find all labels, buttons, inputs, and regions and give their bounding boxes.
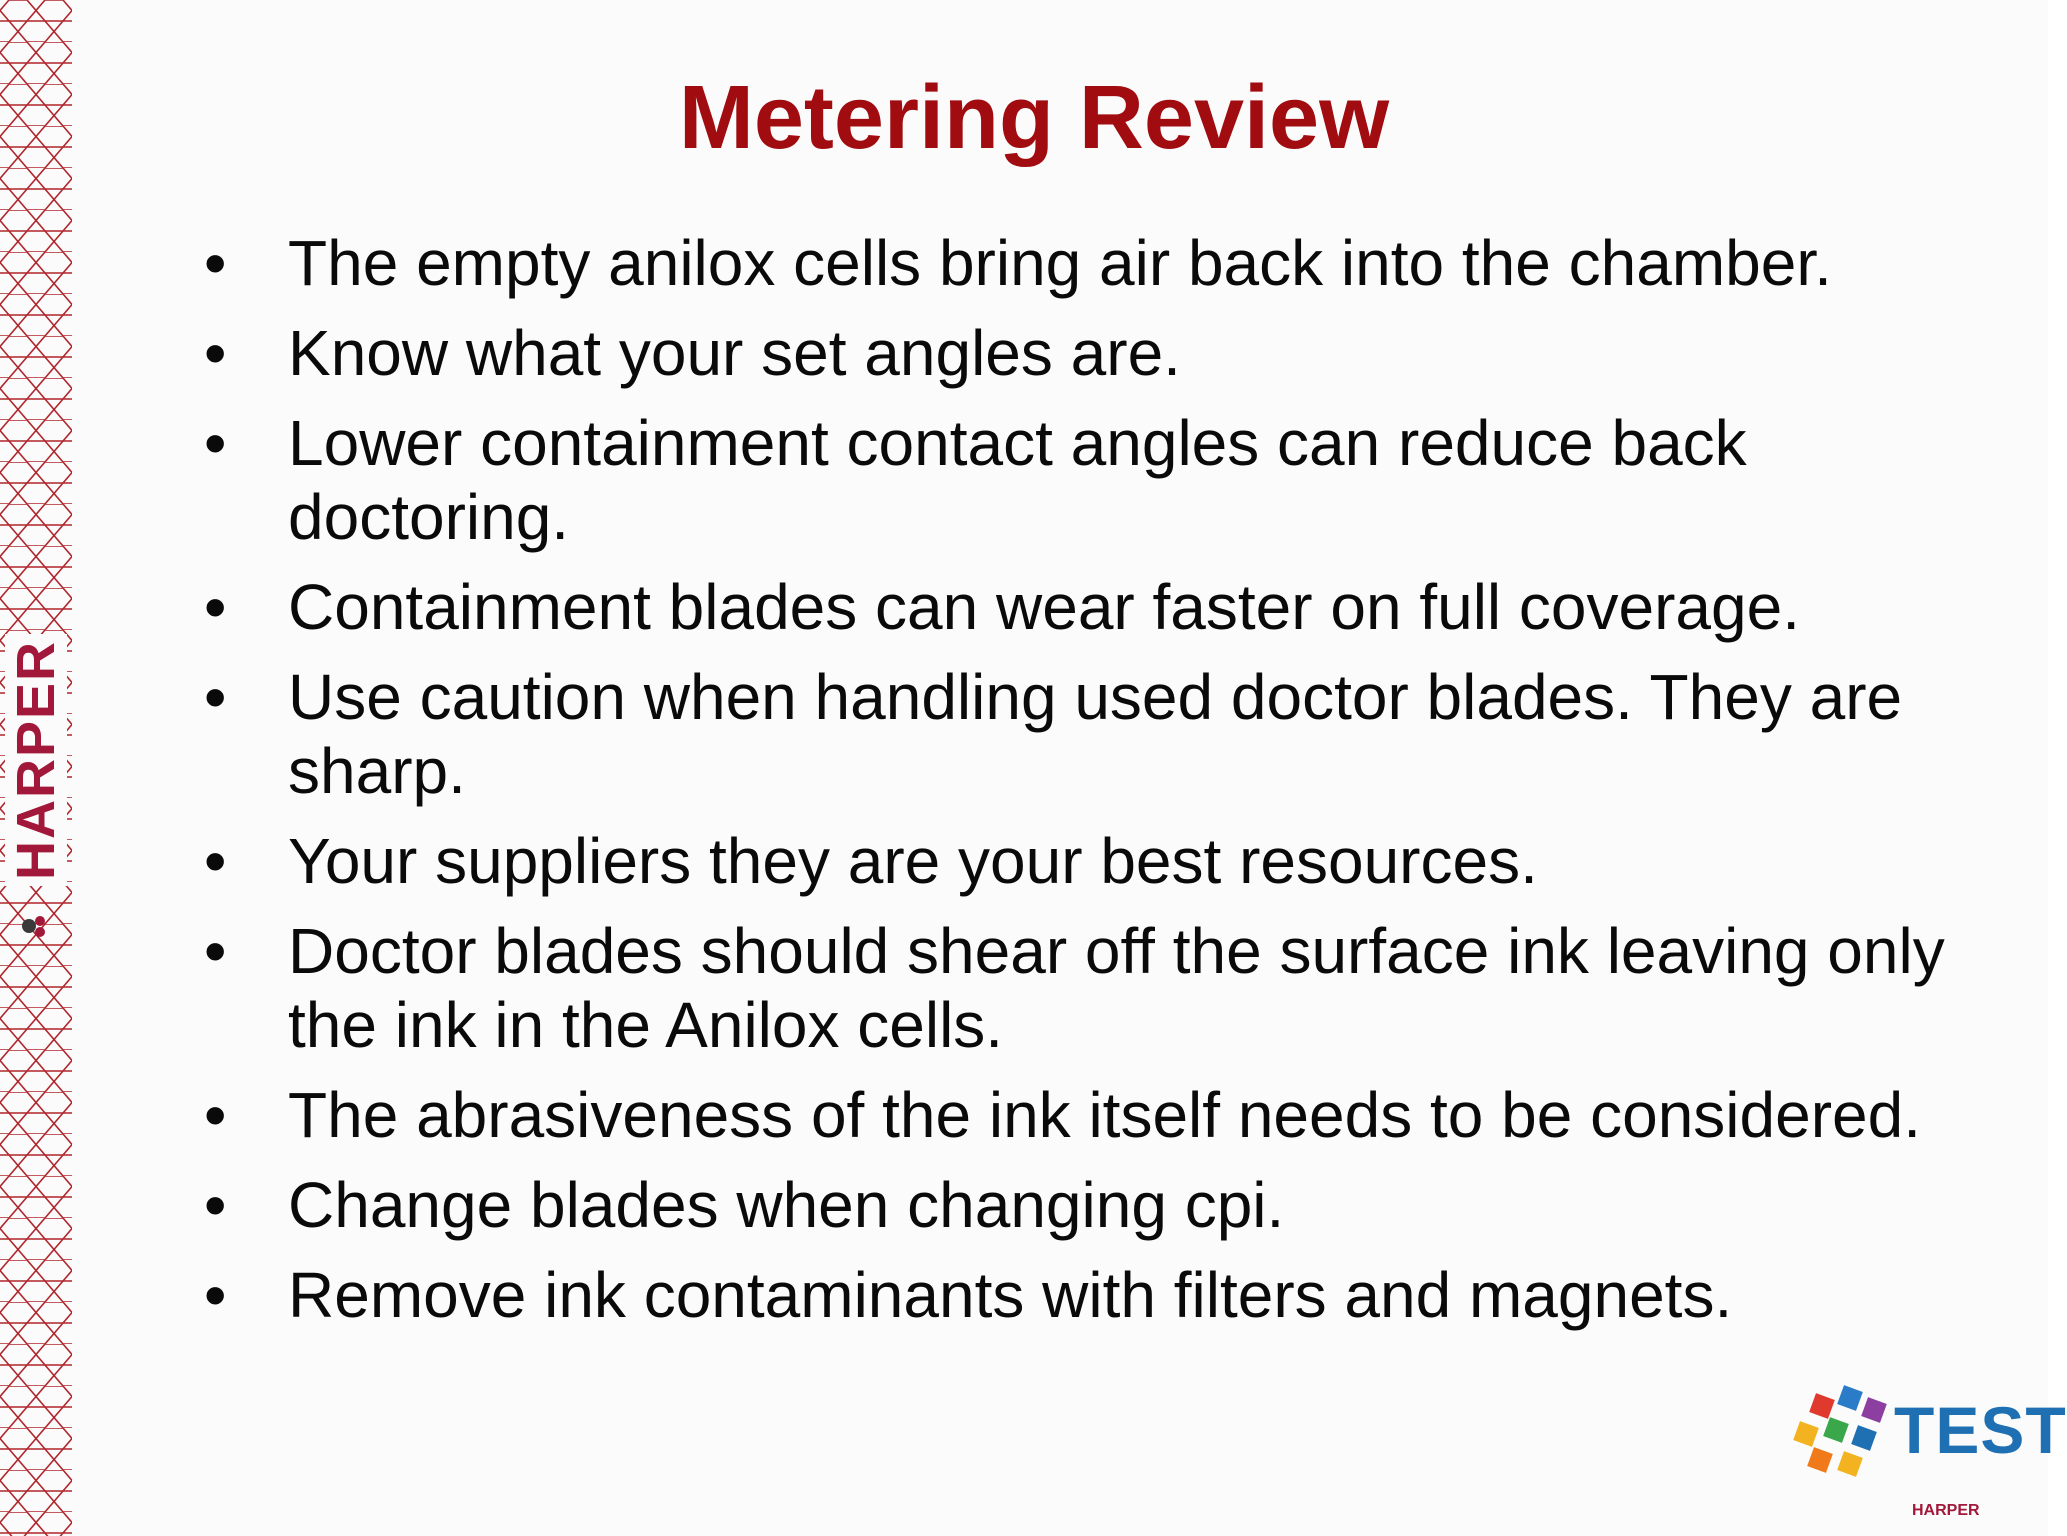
bullet-text: Doctor blades should shear off the surface ink leaving only the ink in the Anilox cells. — [288, 915, 1945, 1061]
list-item — [204, 660, 1964, 808]
bullet-icon: • — [204, 1259, 227, 1331]
bullet-text: Change blades when changing cpi. — [288, 1169, 1285, 1241]
list-item — [204, 1168, 1964, 1242]
list-item — [204, 1258, 1964, 1332]
list-item — [204, 316, 1964, 390]
bullet-text: Remove ink contaminants with filters and magnets. — [288, 1259, 1733, 1331]
bullet-list — [204, 226, 1964, 1348]
bullet-icon: • — [204, 661, 227, 733]
bullet-icon: • — [204, 407, 227, 479]
bullet-icon: • — [204, 317, 227, 389]
bullet-icon: • — [204, 1079, 227, 1151]
harper-side-logo — [6, 570, 66, 950]
hexagon-pattern-strip — [0, 0, 72, 1536]
bullet-text: The abrasiveness of the ink itself needs to be considered. — [288, 1079, 1921, 1151]
list-item — [204, 406, 1964, 554]
bullet-text: Know what your set angles are. — [288, 317, 1181, 389]
bullet-icon: • — [204, 227, 227, 299]
bullet-icon: • — [204, 571, 227, 643]
slide-title: Metering Review — [678, 68, 1390, 168]
harper-mark-icon — [20, 912, 48, 940]
bullet-icon: • — [204, 915, 227, 987]
sponsor-harper-text: HARPER — [1912, 1502, 1980, 1519]
bullet-text: Use caution when handling used doctor blades. They are sharp. — [288, 661, 1903, 807]
test-sponsor-logo — [1790, 1388, 2067, 1528]
harper-logo-text: HARPER — [5, 634, 67, 886]
bullet-icon: • — [204, 1169, 227, 1241]
bullet-text: Lower containment contact angles can reduce back doctoring. — [288, 407, 1747, 553]
bullet-icon: • — [204, 825, 227, 897]
bullet-text: Your suppliers they are your best resources. — [288, 825, 1538, 897]
list-item — [204, 824, 1964, 898]
list-item — [204, 914, 1964, 1062]
list-item — [204, 226, 1964, 300]
list-item — [204, 570, 1964, 644]
list-item — [204, 1078, 1964, 1152]
bullet-text: Containment blades can wear faster on full coverage. — [288, 571, 1800, 643]
test-logo-text: TEST — [1894, 1393, 2067, 1467]
bullet-text: The empty anilox cells bring air back into the chamber. — [288, 227, 1832, 299]
